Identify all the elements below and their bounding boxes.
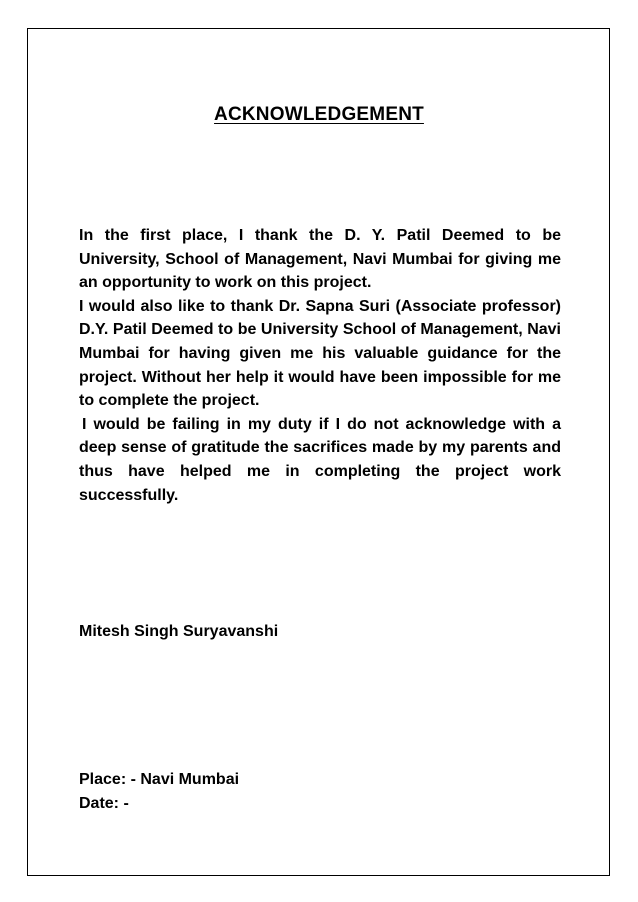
paragraph-thanks-university: In the first place, I thank the D. Y. Patil Deemed to be University, School of Management, Navi Mumbai for giving me an opportunity to work on this project. bbox=[79, 227, 561, 292]
place-date-block bbox=[79, 768, 239, 816]
signature-name: Mitesh Singh Suryavanshi bbox=[79, 623, 279, 640]
page-title: ACKNOWLEDGEMENT bbox=[214, 104, 424, 125]
place-line: Place: - Navi Mumbai bbox=[79, 771, 240, 788]
paragraph-thanks-parents: I would be failing in my duty if I do not acknowledge with a deep sense of gratitude the sacrifices made by my parents and thus have helped me in completing the project work successfully. bbox=[79, 415, 561, 504]
acknowledgement-body bbox=[79, 224, 561, 507]
paragraph-thanks-guide: I would also like to thank Dr. Sapna Suri (Associate professor) D.Y. Patil Deemed to be University School of Management, Navi Mumbai for having given me his valuable guidance for the project. Without her help it would have been impossible for me to complete the project. bbox=[79, 297, 561, 410]
date-line: Date: - bbox=[79, 795, 129, 812]
